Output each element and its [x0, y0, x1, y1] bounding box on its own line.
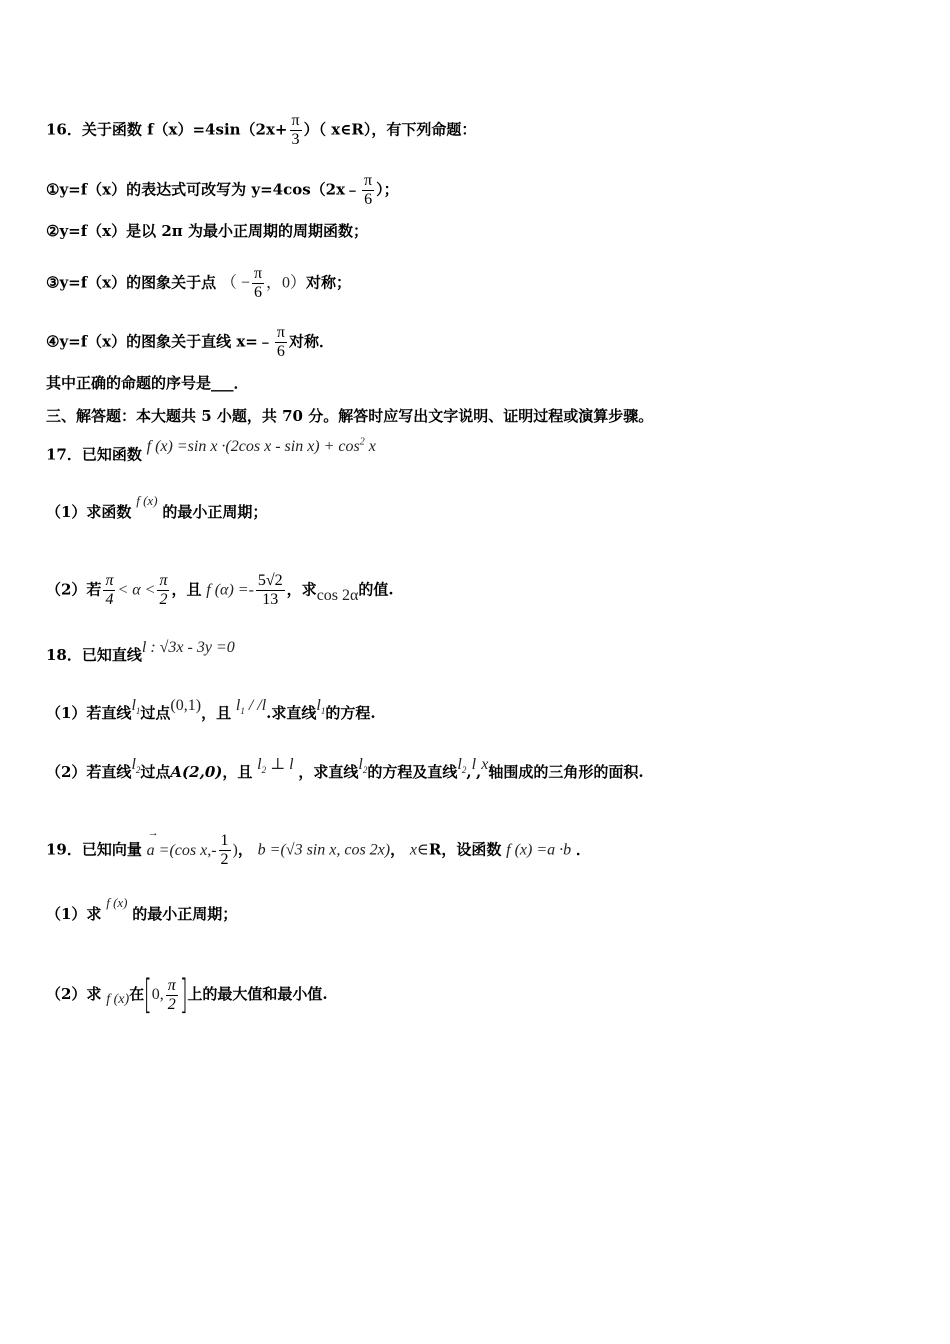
- q16-stem-fraction: $\frac{\pi}{3}$: [291, 112, 300, 148]
- q16-item-1: ①y=f（x）的表达式可改写为 y=4cos（2x﹣ $\frac{\pi}{6}$ ）；: [46, 172, 399, 208]
- q17-part-1: （1）求函数 f (x) 的最小正周期；: [46, 493, 268, 521]
- q19-vector-a: → a =(cos x,-: [146, 826, 217, 859]
- q19-frac-pi-2: $\frac{\pi}{2}$: [167, 976, 176, 1013]
- q19-vector-b: b =(√3 sin x, cos 2x): [257, 841, 391, 859]
- q16-item-2: ②y=f（x）是以 2π 为最小正周期的周期函数；: [46, 222, 368, 240]
- q17-stem: 17．已知函数 f (x) =sin x ·(2cos $x - \sin x) + \cos^2 x$: [46, 437, 376, 464]
- q16-item1-fraction: $\frac{\pi}{6}$: [364, 172, 373, 208]
- q17-frac-pi-2: $\frac{\pi}{2}$: [159, 572, 168, 608]
- q16-stem: [46, 112, 476, 149]
- q19-function: f (x) =a ·b: [506, 841, 572, 859]
- q16-item3-fraction: $\frac{\pi}{6}$: [253, 265, 263, 301]
- q16-stem-suffix: ）（ x∈R），有下列命题：: [303, 120, 477, 139]
- q19-part-1: （1）求 f (x) 的最小正周期；: [46, 895, 238, 923]
- q16-item4-fraction: $\frac{\pi}{6}$: [276, 324, 285, 360]
- right-bracket-icon: ]: [179, 972, 188, 1018]
- q16-answer-prompt: 其中正确的命题的序号是___．: [46, 374, 249, 392]
- q19-frac-1-2: $\frac{1}{2}$: [220, 832, 229, 868]
- q16-item-3: ③y=f（x）的图象关于点 （ − $\frac{\pi}{6}$ ，0）对称；: [46, 265, 352, 301]
- q17-part-2: （2）若 $\frac{\pi}{4}$ < α < $\frac{\pi}{2}$ ，且 f (α) =- $\frac{5√2}{13}$ ，求cos 2α的值.: [46, 572, 394, 608]
- q17-formula: f (x) =sin x ·(2cos $x - \sin x) + \cos^2 x$: [146, 437, 376, 456]
- q18-stem: 18．已知直线l : √3x - 3y =0: [46, 639, 235, 664]
- q16-stem-prefix: 16．关于函数 f（x）=4sin（2x+: [46, 120, 288, 139]
- q18-part-1: （1）若直线$l_1$过点(0,1)，且 $l_1 / /l$.求直线$l_1$的方程.: [46, 697, 376, 722]
- q18-formula: l : √3x - 3y =0: [141, 639, 235, 656]
- q17-frac-pi-4: $\frac{\pi}{4}$: [105, 572, 114, 608]
- section3-heading: 三、解答题：本大题共 5 小题，共 70 分。解答时应写出文字说明、证明过程或演算步骤。: [46, 407, 654, 425]
- q19-part-2: （2）求 f (x)在[0, $\frac{\pi}{2}$ ]上的最大值和最小值.: [46, 972, 328, 1018]
- q17-frac-5sqrt2-13: $\frac{5√2}{13}$: [257, 572, 283, 608]
- q16-item-4: ④y=f（x）的图象关于直线 x=﹣ $\frac{\pi}{6}$ 对称．: [46, 324, 334, 360]
- q18-part-2: （2）若直线$l_2$过点A(2,0)，且 $l_2$ ⊥ l ，求直线$l_2$的方程及直线$l_2,l,x$轴围成的三角形的面积.: [46, 756, 644, 781]
- left-bracket-icon: [: [144, 972, 152, 1018]
- q19-stem: 19．已知向量 → a =(cos x,- $\frac{1}{2}$ )， b =(√3 sin x, cos 2x)， x∈R，设函数 f (x) =a ·b ．: [46, 826, 591, 868]
